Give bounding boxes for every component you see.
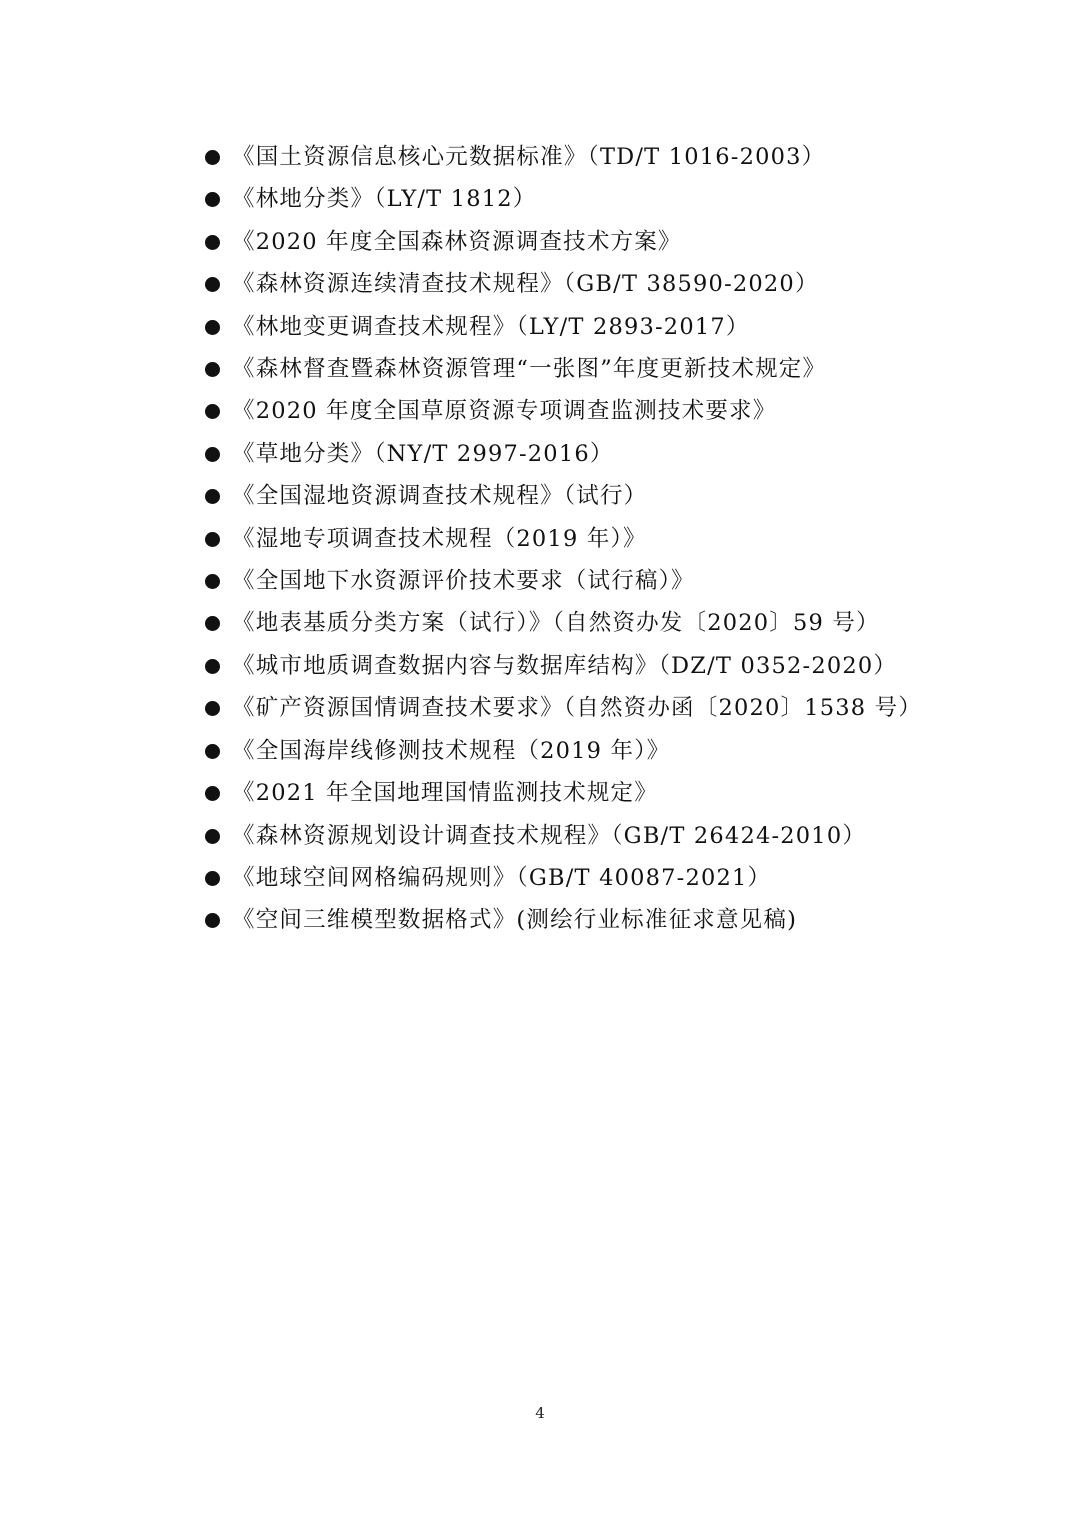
reference-text: 《全国海岸线修测技术规程（2019 年）》 — [232, 737, 671, 764]
bullet-icon — [205, 404, 220, 419]
reference-text: 《森林督查暨森林资源管理“一张图”年度更新技术规定》 — [232, 356, 827, 383]
list-item — [198, 645, 928, 687]
bullet-icon — [205, 786, 220, 801]
reference-text: 《国土资源信息核心元数据标准》（TD/T 1016-2003） — [232, 144, 826, 170]
page-number: 4 — [535, 1404, 545, 1422]
bullet-icon — [205, 277, 220, 292]
list-item — [198, 433, 928, 475]
list-item — [198, 306, 928, 348]
bullet-icon — [205, 320, 220, 335]
bullet-icon — [205, 192, 220, 207]
reference-text: 《矿产资源国情调查技术要求》（自然资办函〔2020〕1538 号） — [232, 695, 923, 722]
reference-text: 《2020 年度全国森林资源调查技术方案》 — [232, 228, 682, 255]
bullet-icon — [205, 489, 220, 504]
reference-text: 《草地分类》（NY/T 2997-2016） — [232, 440, 614, 467]
bullet-icon — [205, 574, 220, 589]
reference-text: 《全国地下水资源评价技术要求（试行稿）》 — [232, 568, 695, 595]
reference-text: 《地球空间网格编码规则》（GB/T 40087-2021） — [232, 864, 772, 891]
list-item — [198, 221, 928, 263]
reference-list — [198, 136, 928, 942]
list-item — [198, 475, 928, 517]
list-item — [198, 772, 928, 814]
bullet-icon — [205, 744, 220, 759]
reference-text: 《2020 年度全国草原资源专项调查监测技术要求》 — [232, 398, 777, 425]
list-item — [198, 390, 928, 432]
list-item — [198, 857, 928, 899]
list-item — [198, 560, 928, 602]
bullet-icon — [205, 659, 220, 674]
bullet-icon — [205, 235, 220, 250]
reference-text: 《2021 年全国地理国情监测技术规定》 — [232, 780, 658, 807]
bullet-icon — [205, 871, 220, 886]
list-item — [198, 518, 928, 560]
list-item — [198, 687, 928, 729]
list-item — [198, 815, 928, 857]
bullet-icon — [205, 616, 220, 631]
reference-text: 《城市地质调查数据内容与数据库结构》（DZ/T 0352-2020） — [232, 652, 898, 679]
bullet-icon — [205, 829, 220, 844]
reference-text: 《空间三维模型数据格式》(测绘行业标准征求意见稿) — [232, 907, 798, 934]
bullet-icon — [205, 532, 220, 547]
bullet-icon — [205, 913, 220, 928]
reference-text: 《全国湿地资源调查技术规程》（试行） — [232, 483, 648, 510]
bullet-icon — [205, 701, 220, 716]
list-item — [198, 263, 928, 305]
bullet-icon — [205, 447, 220, 462]
bullet-icon — [205, 362, 220, 377]
reference-text: 《森林资源规划设计调查技术规程》（GB/T 26424-2010） — [232, 822, 867, 849]
reference-text: 《森林资源连续清查技术规程》（GB/T 38590-2020） — [232, 271, 819, 298]
reference-text: 《林地分类》（LY/T 1812） — [232, 186, 537, 213]
bullet-icon — [205, 150, 220, 165]
list-item — [198, 899, 928, 941]
reference-text: 《湿地专项调查技术规程（2019 年）》 — [232, 525, 647, 552]
list-item — [198, 136, 928, 178]
list-item — [198, 348, 928, 390]
reference-text: 《林地变更调查技术规程》（LY/T 2893-2017） — [232, 313, 750, 340]
list-item — [198, 178, 928, 220]
reference-text: 《地表基质分类方案（试行）》（自然资办发〔2020〕59 号） — [232, 610, 880, 637]
list-item — [198, 730, 928, 772]
list-item — [198, 602, 928, 644]
